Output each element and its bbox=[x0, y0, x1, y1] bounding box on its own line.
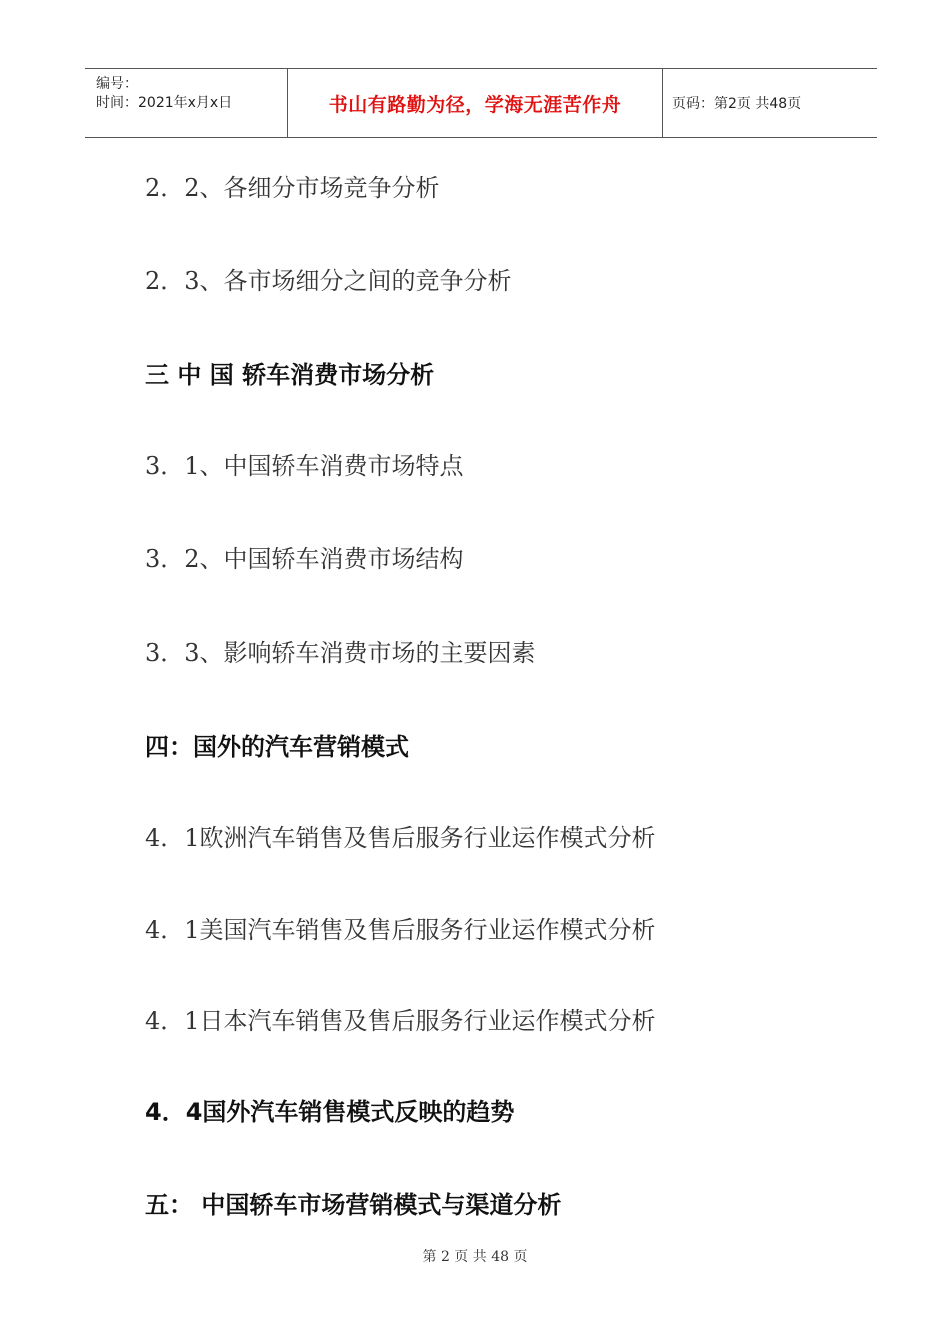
toc-item: 3．3、影响轿车消费市场的主要因素 bbox=[145, 639, 536, 667]
toc-item: 2．3、各市场细分之间的竞争分析 bbox=[145, 267, 512, 295]
toc-item: 4．1欧洲汽车销售及售后服务行业运作模式分析 bbox=[145, 824, 656, 852]
toc-item: 3．2、中国轿车消费市场结构 bbox=[145, 545, 464, 573]
toc-section-heading: 4．4国外汽车销售模式反映的趋势 bbox=[145, 1098, 515, 1126]
toc-item: 3．1、中国轿车消费市场特点 bbox=[145, 452, 464, 480]
toc-item: 4．1日本汽车销售及售后服务行业运作模式分析 bbox=[145, 1007, 656, 1035]
header-meta-cell bbox=[85, 69, 287, 137]
toc-item: 4．1美国汽车销售及售后服务行业运作模式分析 bbox=[145, 916, 656, 944]
toc-item: 2．2、各细分市场竞争分析 bbox=[145, 174, 440, 202]
toc-section-heading: 四：国外的汽车营销模式 bbox=[145, 733, 409, 761]
toc-section-heading: 三 中 国 轿车消费市场分析 bbox=[145, 361, 435, 389]
header-motto: 书山有路勤为径，学海无涯苦作舟 bbox=[328, 94, 622, 116]
document-date-label: 时间：2021年x月x日 bbox=[96, 95, 233, 111]
header-page-cell bbox=[662, 69, 877, 137]
toc-section-heading: 五： 中国轿车市场营销模式与渠道分析 bbox=[145, 1191, 562, 1219]
page-header bbox=[85, 68, 877, 138]
page-footer: 第 2 页 共 48 页 bbox=[422, 1249, 528, 1265]
document-number-label: 编号： bbox=[96, 76, 138, 92]
header-motto-cell bbox=[287, 69, 663, 137]
header-page-info: 页码：第2页 共48页 bbox=[672, 96, 802, 112]
